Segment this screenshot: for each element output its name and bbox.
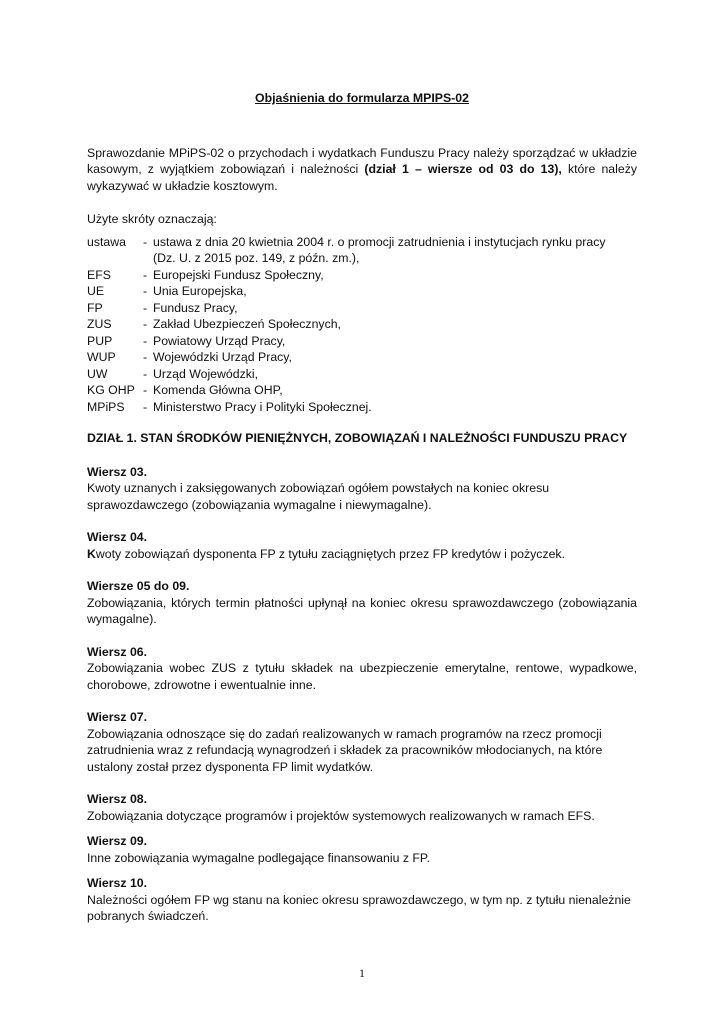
row-heading: Wiersz 08. (87, 792, 148, 806)
abbreviation-value-text: Europejski Fundusz Społeczny, (153, 267, 324, 282)
row-explanation (87, 791, 637, 824)
intro-paragraph (87, 145, 637, 195)
row-explanations (87, 464, 637, 925)
abbreviation-dash: - (143, 317, 148, 331)
abbreviation-key: KG OHP (87, 383, 135, 397)
abbreviation-value (153, 283, 637, 300)
abbreviation-value (153, 382, 637, 399)
row-description (87, 850, 637, 867)
intro-bold-range: (dział 1 – wiersze od 03 do 13), (364, 162, 562, 176)
row-explanation (87, 529, 637, 562)
row-description-text: Zobowiązania, których termin płatności upłynął na koniec okresu sprawozdawczego (zobowiązania wymagalne). (87, 595, 637, 626)
abbreviation-value-text: Wojewódzki Urząd Pracy, (153, 350, 292, 364)
row-heading: Wiersze 05 do 09. (87, 579, 190, 593)
abbreviation-item (87, 316, 637, 333)
abbreviation-dash: - (143, 399, 148, 414)
abbreviation-value-text: Ministerstwo Pracy i Polityki Społecznej. (153, 399, 372, 414)
abbreviation-item (87, 267, 637, 284)
abbreviation-item (87, 382, 637, 399)
row-heading: Wiersz 06. (87, 644, 148, 659)
row-explanation (87, 464, 637, 514)
row-heading: Wiersz 09. (87, 834, 148, 848)
row-description-text: Zobowiązania odnoszące się do zadań realizowanych w ramach programów na rzecz promocji zatrudnienia wraz z refundacją wynagrodzeń i składek za pracowników młodocianych, na które ustalony został przez dysponenta FP limit wydatków. (87, 726, 603, 774)
abbreviation-item (87, 300, 637, 317)
abbreviations-heading: Użyte skróty oznaczają: (87, 212, 217, 226)
page-number: 1 (359, 966, 365, 980)
row-description (87, 660, 637, 693)
row-description (87, 546, 637, 563)
abbreviation-dash: - (143, 300, 148, 315)
row-description-text: Zobowiązania wobec ZUS z tytułu składek na ubezpieczenie emerytalne, rentowe, wypadkowe, chorobowe, zdrowotne i ewentualnie inne. (87, 661, 637, 692)
abbreviation-value (153, 366, 637, 383)
abbreviation-key: PUP (87, 333, 113, 348)
abbreviation-value-continuation: (Dz. U. z 2015 poz. 149, z późn. zm.), (153, 251, 360, 265)
abbreviation-key: UW (87, 366, 108, 381)
abbreviation-value-text: Zakład Ubezpieczeń Społecznych, (153, 317, 341, 331)
row-description (87, 480, 637, 513)
abbreviation-value (153, 333, 637, 350)
document-page (87, 90, 637, 934)
abbreviation-value-text: Fundusz Pracy, (153, 300, 238, 315)
abbreviation-dash: - (143, 350, 148, 364)
abbreviation-item (87, 349, 637, 366)
abbreviation-key: MPiPS (87, 399, 125, 414)
row-description-text: Kwoty uznanych i zaksięgowanych zobowiązań ogółem powstałych na koniec okresu sprawozdawczego (zobowiązania wymagalne i niewymagalne). (87, 481, 550, 512)
row-description (87, 726, 637, 776)
abbreviation-dash: - (143, 383, 148, 397)
row-heading: Wiersz 04. (87, 530, 148, 544)
abbreviation-dash: - (143, 267, 148, 282)
abbreviation-key: FP (87, 300, 103, 315)
row-description (87, 808, 637, 825)
abbreviation-value (153, 349, 637, 366)
document-title: Objaśnienia do formularza MPIPS-02 (255, 91, 469, 105)
abbreviation-dash: - (143, 333, 148, 348)
abbreviation-item (87, 234, 637, 267)
row-heading: Wiersz 07. (87, 710, 148, 724)
abbreviation-value (153, 399, 637, 416)
abbreviation-key: UE (87, 284, 105, 298)
abbreviation-key: ustawa (87, 234, 126, 249)
abbreviation-value-text: Unia Europejska, (153, 284, 247, 298)
row-description-text: Inne zobowiązania wymagalne podlegające finansowaniu z FP. (87, 850, 430, 865)
abbreviation-dash: - (143, 234, 148, 249)
row-explanation (87, 709, 637, 775)
intro-text: Sprawozdanie MPiPS-02 o przychodach i wydatkach Funduszu Pracy należy sporządzać w układzie kasowym, z wyjątkiem zobowiązań i należności (87, 145, 637, 176)
section-title: DZIAŁ 1. STAN ŚRODKÓW PIENIĘŻNYCH, ZOBOWIĄZAŃ I NALEŻNOŚCI FUNDUSZU PRACY (87, 431, 628, 445)
abbreviation-value (153, 267, 637, 284)
row-explanation (87, 578, 637, 628)
abbreviation-value-text: ustawa z dnia 20 kwietnia 2004 r. o promocji zatrudnienia i instytucjach rynku pracy (153, 234, 606, 249)
abbreviation-value-text: Powiatowy Urząd Pracy, (153, 333, 286, 348)
row-explanation (87, 644, 637, 694)
row-heading: Wiersz 03. (87, 464, 148, 479)
abbreviation-value (153, 316, 637, 333)
abbreviation-value-text: Urząd Wojewódzki, (153, 366, 259, 381)
row-heading: Wiersz 10. (87, 876, 148, 890)
abbreviation-value (153, 300, 637, 317)
abbreviation-item (87, 366, 637, 383)
row-description-text: Zobowiązania dotyczące programów i projektów systemowych realizowanych w ramach EFS. (87, 808, 595, 823)
abbreviation-key: WUP (87, 350, 116, 364)
abbreviation-value-text: Komenda Główna OHP, (153, 383, 283, 397)
row-description (87, 892, 637, 925)
intro-text-end: które należy wykazywać w układzie kosztowym. (87, 162, 637, 193)
abbreviation-item (87, 399, 637, 416)
abbreviation-item (87, 283, 637, 300)
row-description-text: Należności ogółem FP wg stanu na koniec okresu sprawozdawczego, w tym np. z tytułu nienależnie pobranych świadczeń. (87, 892, 631, 923)
row-explanation (87, 875, 637, 925)
row-description (87, 595, 637, 628)
row-description-text: woty zobowiązań dysponenta FP z tytułu zaciągniętych przez FP kredytów i pożyczek. (95, 546, 565, 561)
abbreviation-value (153, 234, 637, 267)
abbreviation-key: ZUS (87, 317, 112, 331)
abbreviation-dash: - (143, 366, 148, 381)
abbreviation-dash: - (143, 284, 148, 298)
row-explanation (87, 833, 637, 866)
abbreviations-list (87, 234, 637, 416)
abbreviation-key: EFS (87, 267, 111, 282)
row-description-lead: K (87, 546, 96, 561)
abbreviation-item (87, 333, 637, 350)
